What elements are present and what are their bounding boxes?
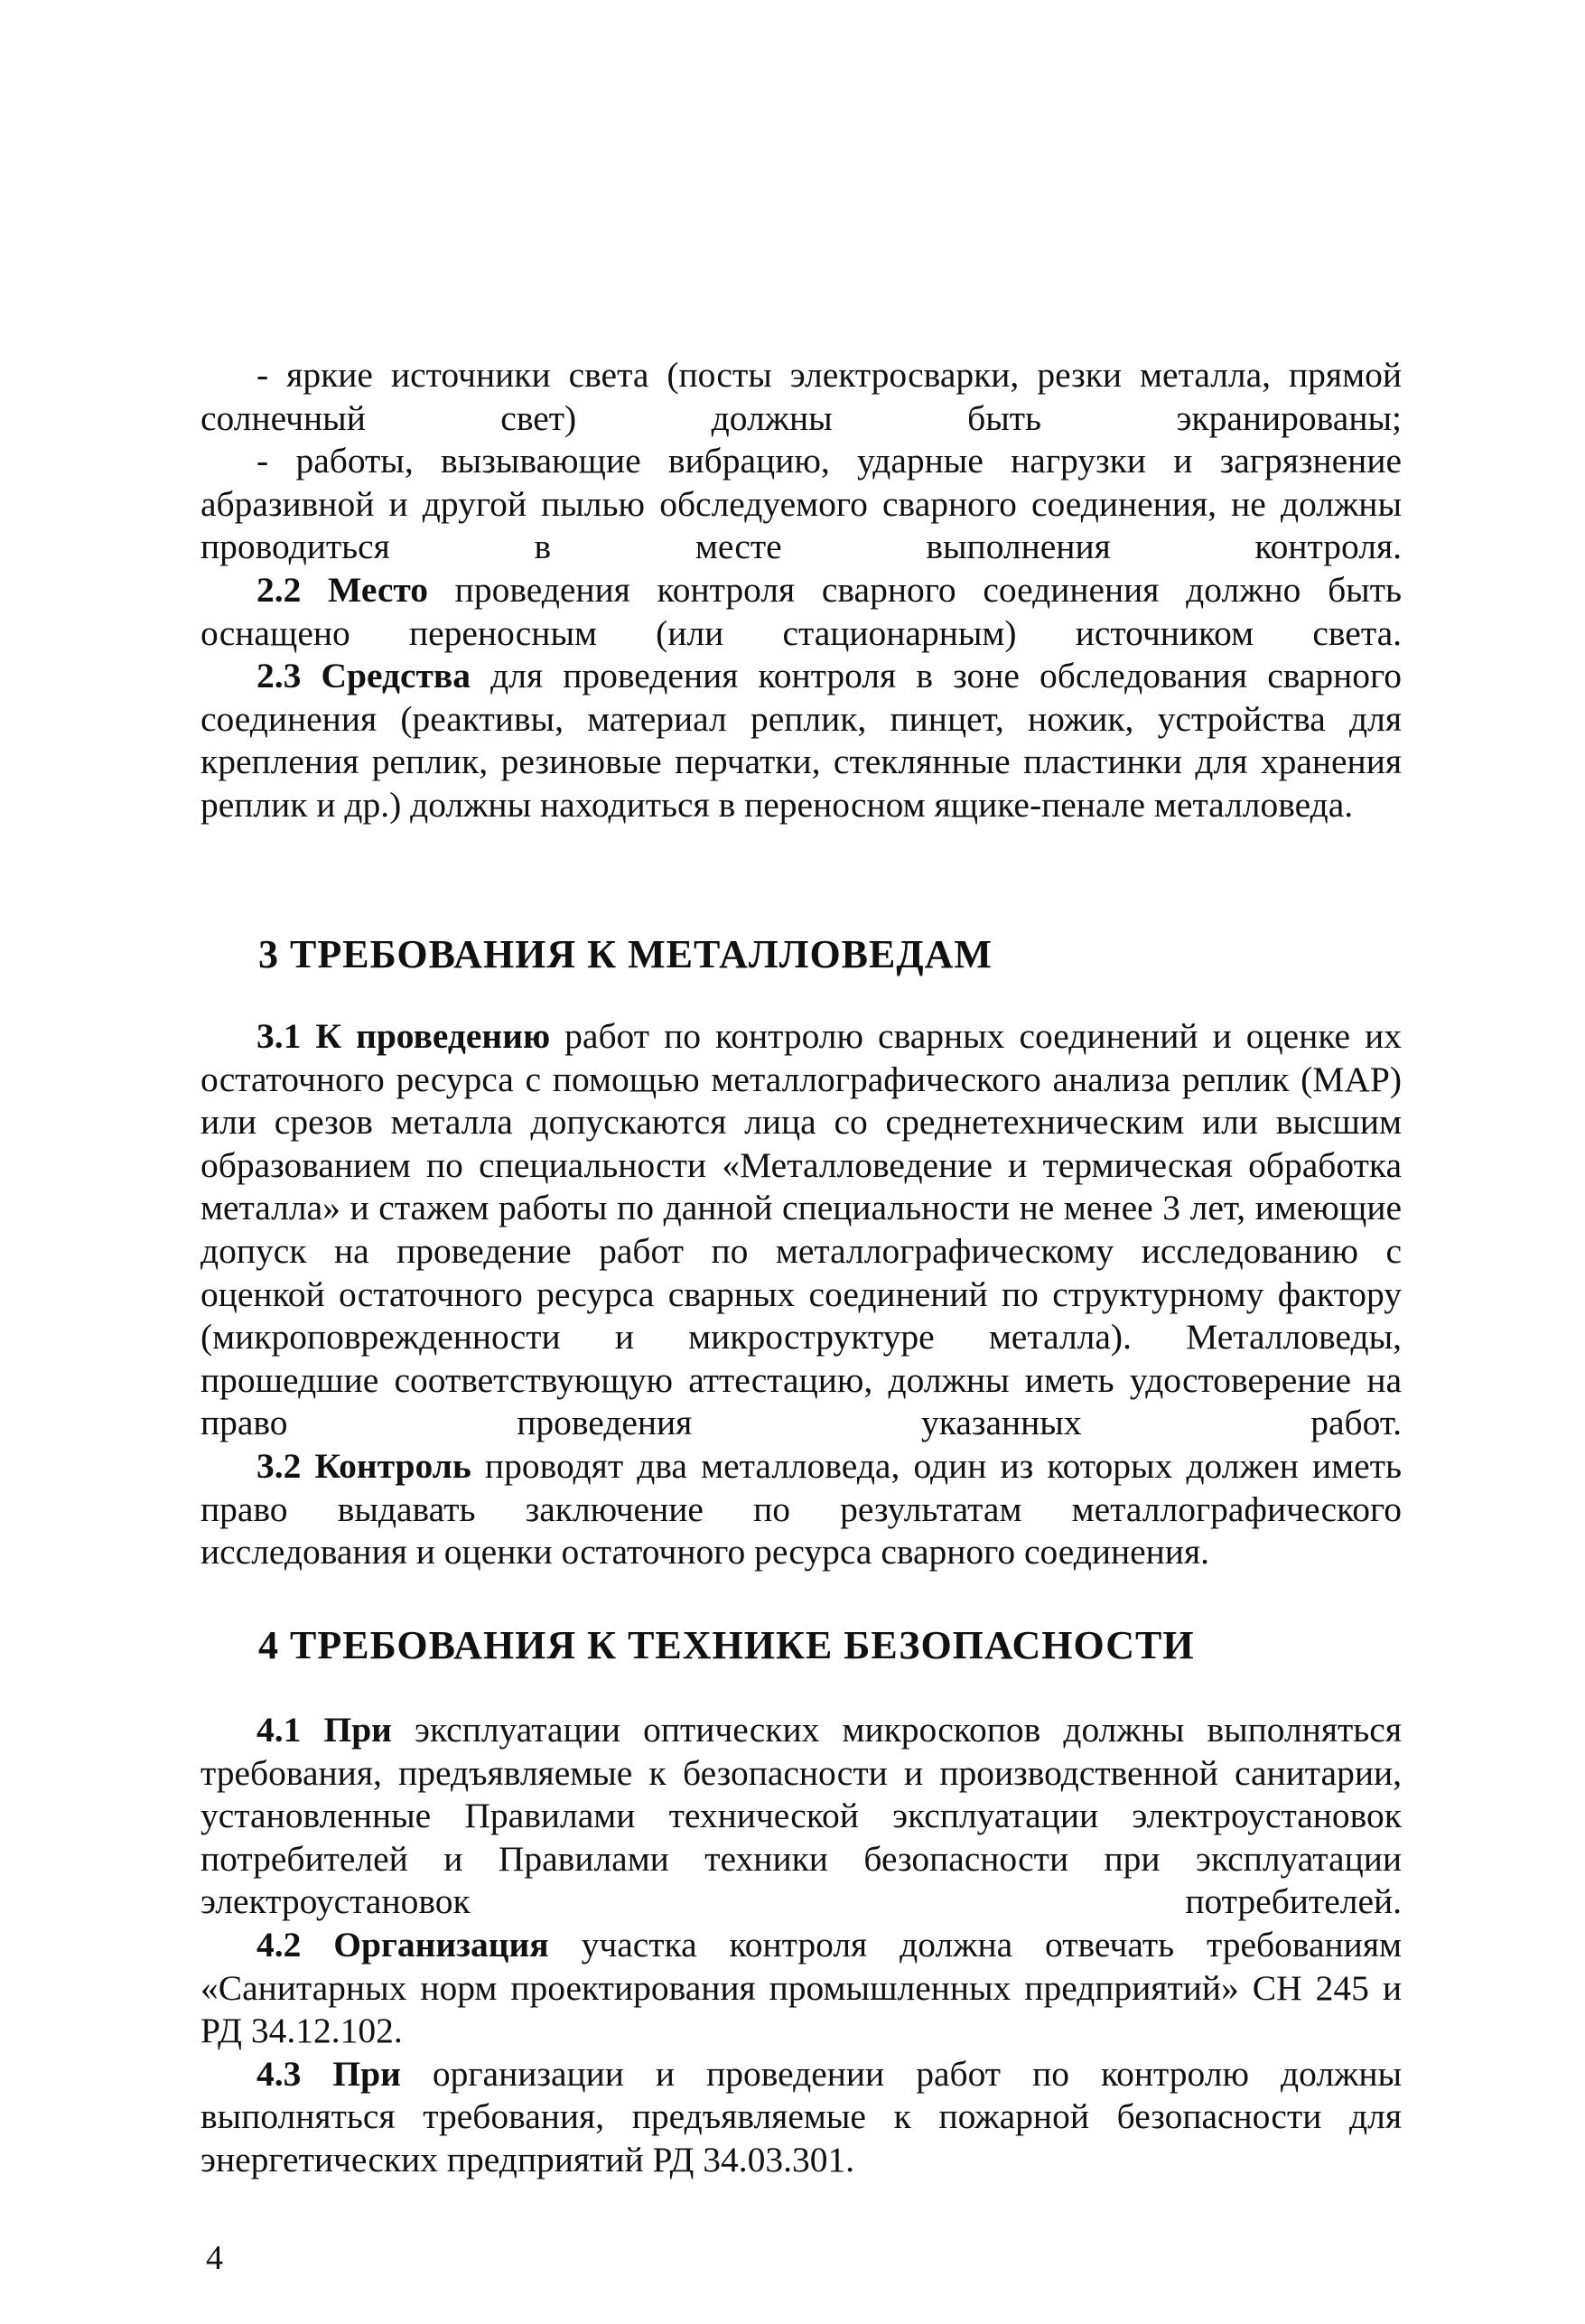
paragraph-4-2 <box>200 1924 1402 2053</box>
clause-lead: 4.3 При <box>256 2053 401 2094</box>
paragraph-4-3 <box>200 2053 1402 2182</box>
paragraph-vibration: - работы, вызывающие вибрацию, ударные нагрузки и загрязнение абразивной и другой пылью обследуемого сварного соединения, не должны проводиться в месте выполнения контроля. <box>200 441 1402 567</box>
clause-lead: 2.3 Средства <box>256 656 471 696</box>
clause-lead: 4.2 Организация <box>256 1924 549 1965</box>
paragraph-4-1 <box>200 1709 1402 1924</box>
paragraph-3-1 <box>200 1015 1402 1445</box>
paragraph-3-2 <box>200 1445 1402 1574</box>
clause-text: эксплуатации оптических микроскопов должны выполняться требования, предъявляемые к безопасности и производственной санитарии, установленные Правилами технической эксплуатации электроустановок потребителей и Правилами техники безопасности при эксплуатации электроустановок потребителей. <box>200 1710 1402 1922</box>
clause-lead: 4.1 При <box>256 1710 392 1750</box>
clause-text: участка контроля должна отвечать требованиям «Санитарных норм проектирования промышленных предприятий» СН 245 и РД 34.12.102. <box>200 1924 1402 2051</box>
section-3-heading: 3 ТРЕБОВАНИЯ К МЕТАЛЛОВЕДАМ <box>258 932 993 976</box>
paragraph-2-3 <box>200 655 1402 826</box>
paragraph-2-2 <box>200 569 1402 655</box>
clause-lead: 2.2 Место <box>256 569 428 610</box>
section-3-body <box>200 1015 1402 1574</box>
intro-block <box>200 354 1402 827</box>
clause-text: работ по контролю сварных соединений и оценке их остаточного ресурса с помощью металлографического анализа реплик (МАР) или срезов металла допускаются лица со среднетехническим или высшим образованием по специальности «Металловедение и термическая обработка металла» и стажем работы по данной специальности не менее 3 лет, имеющие допуск на проведение работ по металлографическому исследованию с оценкой остаточного ресурса сварных соединений по структурному фактору (микроповрежденности и микроструктуре металла). Металловеды, прошедшие соответствующую аттестацию, должны иметь удостоверение на право проведения указанных работ. <box>200 1016 1402 1443</box>
page-number: 4 <box>206 2239 223 2277</box>
section-4-heading: 4 ТРЕБОВАНИЯ К ТЕХНИКЕ БЕЗОПАСНОСТИ <box>258 1623 1195 1667</box>
section-4-body <box>200 1709 1402 2182</box>
clause-text: для проведения контроля в зоне обследования сварного соединения (реактивы, материал реплик, пинцет, ножик, устройства для крепления реплик, резиновые перчатки, стеклянные пластинки для хранения реплик и др.) должны находиться в переносном ящике-пенале металловеда. <box>200 656 1402 825</box>
clause-text: проводят два металловеда, один из которых должен иметь право выдавать заключение по результатам металлографического исследования и оценки остаточного ресурса сварного соединения. <box>200 1445 1402 1573</box>
clause-lead: 3.2 Контроль <box>256 1445 471 1486</box>
clause-text: организации и проведении работ по контролю должны выполняться требования, предъявляемые к пожарной безопасности для энергетических предприятий РД 34.03.301. <box>200 2053 1402 2179</box>
clause-text: проведения контроля сварного соединения должно быть оснащено переносным (или стационарным) источником света. <box>200 569 1402 653</box>
clause-lead: 3.1 К проведению <box>256 1016 551 1056</box>
paragraph-bright-light: - яркие источники света (посты электросварки, резки металла, прямой солнечный свет) должны быть экранированы; <box>200 355 1402 438</box>
